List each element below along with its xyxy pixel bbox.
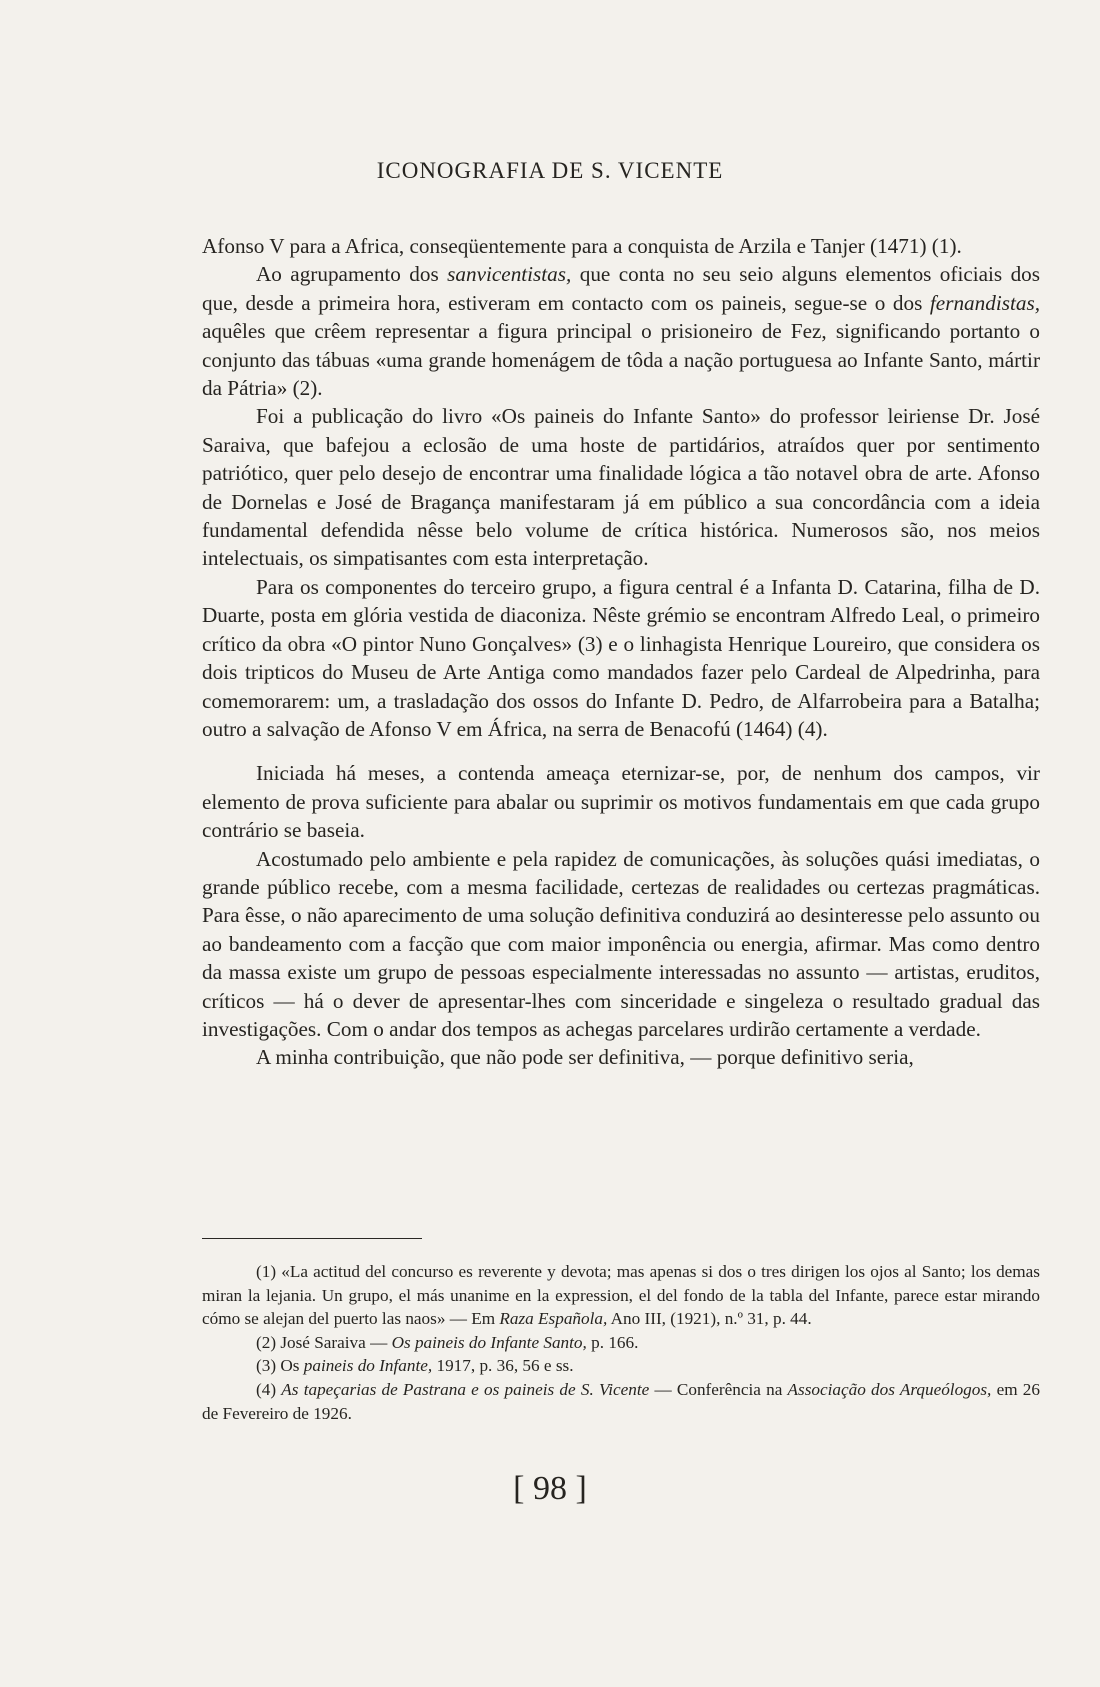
- paragraph-4: Para os componentes do terceiro grupo, a figura central é a Infanta D. Catarina, filha de D. Duarte, posta em glória vestida de diaconiza. Nêste grémio se encontram Alfredo Leal, o primeiro crítico da obra «O pintor Nuno Gonçalves» (3) e o linhagista Henrique Loureiro, que considera os dois tripticos do Museu de Arte Antiga como mandados fazer pelo Cardeal de Alpedrinha, para comemorarem: um, a trasladação dos ossos do Infante D. Pedro, de Alfarrobeira para a Batalha; outro a salvação de Afonso V em África, na serra de Benacofú (1464) (4).: [202, 574, 1040, 741]
- p2-text-e: aquêles que crêem representar a figura principal o prisioneiro de Fez, significando portanto o conjunto das tábuas «uma grande homenágem de tôda a nação portuguesa ao Infante Santo, mártir da Pátria» (2).: [202, 319, 1040, 401]
- fn4-italic-title: As tapeçarias de Pastrana e os paineis de S. Vicente: [281, 1379, 650, 1399]
- footnote-divider: [202, 1238, 422, 1239]
- fn4-text-e: em 26 de Fevereiro de 1926.: [202, 1379, 1040, 1423]
- page-number: [ 98 ]: [513, 1470, 587, 1507]
- fn4-text-a: (4): [256, 1379, 282, 1399]
- fn1-italic: Raza Española,: [499, 1309, 608, 1329]
- fn3-italic: paineis do Infante,: [303, 1356, 433, 1376]
- fn2-text-a: (2) José Saraiva —: [256, 1332, 392, 1352]
- fn2-italic: Os paineis do Infante Santo,: [391, 1332, 587, 1352]
- p2-text-a: Ao agrupamento dos: [256, 262, 448, 287]
- fn2-text-c: p. 166.: [586, 1332, 639, 1352]
- paragraph-2: [202, 260, 1040, 402]
- fn4-text-c: — Conferência na: [649, 1379, 788, 1399]
- footnotes: [202, 1260, 1040, 1425]
- p2-italic-fernandistas: fernandistas,: [929, 290, 1040, 315]
- fn3-text-c: 1917, p. 36, 56 e ss.: [432, 1356, 574, 1376]
- fn4-italic-assoc: Associação dos Arqueólogos,: [787, 1379, 992, 1399]
- footnote-1: [202, 1260, 1040, 1331]
- p2-text-c: que conta no seu seio alguns elementos oficiais dos que, desde a primeira hora, estiveram em contacto com os paineis, segue-se o dos: [202, 262, 1041, 315]
- paragraph-7: A minha contribuição, que não pode ser definitiva, — porque definitivo seria,: [256, 1045, 914, 1070]
- paragraph-6: Acostumado pelo ambiente e pela rapidez de comunicações, às soluções quási imediatas, o grande público recebe, com a mesma facilidade, certezas de realidades ou certezas pragmáticas. Para êsse, o não aparecimento de uma solução definitiva conduzirá ao desinteresse pelo assunto ou ao bandeamento com a facção que com maior imponência ou energia, afirmar. Mas como dentro da massa existe um grupo de pessoas especialmente interessadas no assunto — artistas, eruditos, críticos — há o dever de apresentar-lhes com sinceridade e singeleza o resultado gradual das investigações. Com o andar dos tempos as achegas parcelares urdirão certamente a verdade.: [202, 846, 1040, 1041]
- footnote-4: [202, 1378, 1040, 1425]
- running-title: ICONOGRAFIA DE S. VICENTE: [376, 158, 724, 183]
- fn3-text-a: (3) Os: [256, 1356, 304, 1376]
- paragraph-3: Foi a publicação do livro «Os paineis do Infante Santo» do professor leiriense Dr. José Saraiva, que bafejou a eclosão de uma hoste de partidários, atraídos quer por sentimento patriótico, quer pelo desejo de encontrar uma finalidade lógica a tão notavel obra de arte. Afonso de Dornelas e José de Bragança manifestaram já em público a sua concordância com a ideia fundamental defendida nêsse belo volume de crítica histórica. Numerosos são, nos meios intelectuais, os simpatisantes com esta interpretação.: [202, 404, 1040, 571]
- paragraph-5: Iniciada há meses, a contenda ameaça eternizar-se, por, de nenhum dos campos, vir elemento de prova suficiente para abalar ou suprimir os motivos fundamentais em que cada grupo contrário se baseia.: [202, 761, 1040, 843]
- footnote-2: [202, 1331, 1040, 1355]
- p2-italic-sanvicentistas: sanvicentistas,: [447, 262, 572, 287]
- paragraph-1: Afonso V para a Africa, conseqüentemente para a conquista de Arzila e Tanjer (1471) (1).: [202, 234, 962, 258]
- main-text: [202, 232, 1040, 1072]
- fn1-text-a: (1) «La actitud del concurso es reverente y devota; mas apenas si dos o tres dirigen los ojos al Santo; los demas miran la lejania. Un grupo, el más unanime en la expression, el del fondo de la tabla del Infante, parece estar mirando cómo se alejan del puerto las naos» — Em: [202, 1262, 1040, 1329]
- fn1-text-c: Ano III, (1921), n.º 31, p. 44.: [607, 1309, 812, 1329]
- footnote-3: [202, 1354, 1040, 1378]
